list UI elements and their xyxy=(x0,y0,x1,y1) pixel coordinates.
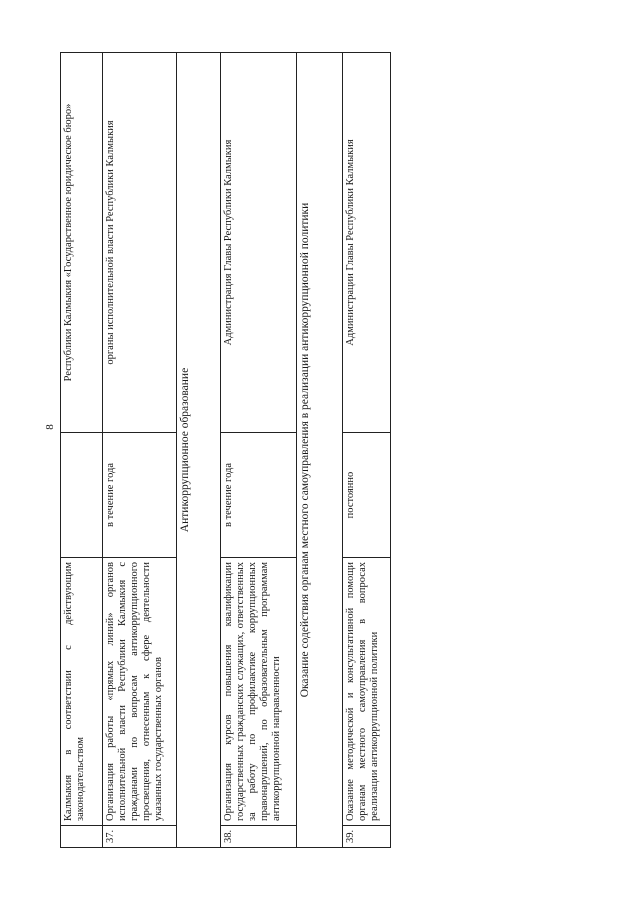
activity-cell: Организация работы «прямых линий» органов исполнительной власти Республики Калмыкия с гражданами по вопросам антикоррупционного просвещения, отнесенным к сфере деятельности указанных государственных органов xyxy=(103,558,177,826)
anticorruption-plan-table xyxy=(60,52,391,848)
activity-cell: Оказание методической и консультативной помощи органам местного самоуправления в вопросах реализации антикоррупционной политики xyxy=(343,558,391,826)
executor-cell: органы исполнительной власти Республики Калмыкия xyxy=(103,53,177,433)
row-number: 38. xyxy=(221,826,297,848)
section-heading: Антикоррупционное образование xyxy=(177,53,221,848)
term-cell: в течение года xyxy=(103,433,177,558)
activity-cell: Организация курсов повышения квалификации государственных гражданских служащих, ответственных за работу по профилактике коррупционных правонарушений, по образовательным программам антикоррупционной направленности xyxy=(221,558,297,826)
executor-cell: Администрации Главы Республики Калмыкия xyxy=(343,53,391,433)
table-row xyxy=(343,53,391,848)
term-cell: постоянно xyxy=(343,433,391,558)
page-number: 8 xyxy=(44,424,56,430)
section-heading: Оказание содействия органам местного самоуправления в реализации антикоррупционной политики xyxy=(297,53,343,848)
row-number xyxy=(61,826,103,848)
table-row xyxy=(103,53,177,848)
section-row xyxy=(297,53,343,848)
executor-cell: Республики Калмыкия «Государственное юридическое бюро» xyxy=(61,53,103,433)
term-cell xyxy=(61,433,103,558)
section-row xyxy=(177,53,221,848)
row-number: 39. xyxy=(343,826,391,848)
row-number: 37. xyxy=(103,826,177,848)
table-row xyxy=(61,53,103,848)
activity-cell: Калмыкия в соответствии с действующим законодательством xyxy=(61,558,103,826)
term-cell: в течение года xyxy=(221,433,297,558)
rotated-table-container xyxy=(60,53,390,848)
table-row xyxy=(221,53,297,848)
executor-cell: Администрация Главы Республики Калмыкия xyxy=(221,53,297,433)
